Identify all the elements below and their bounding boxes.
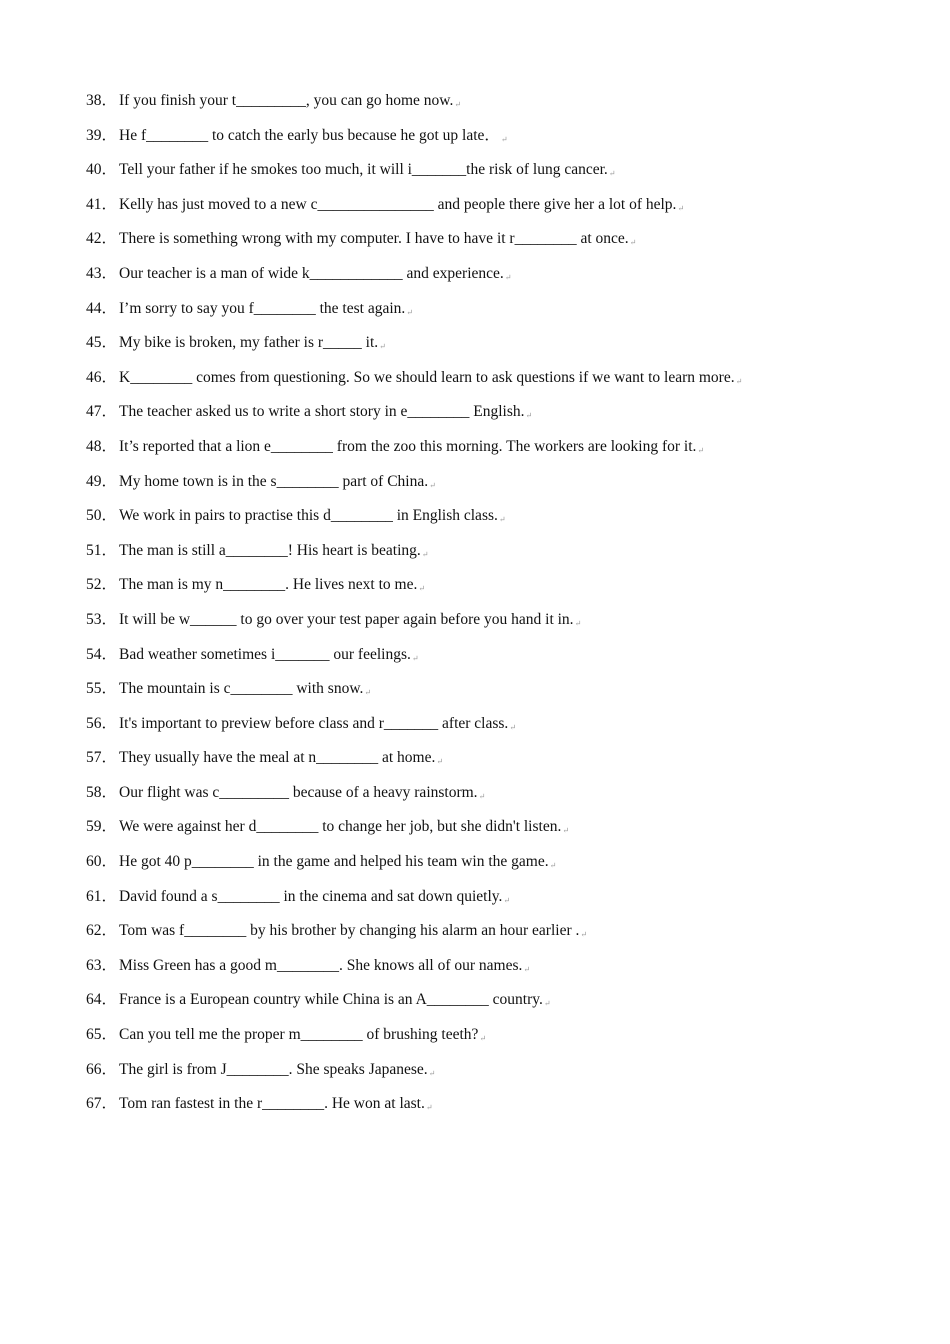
question-text: Can you tell me the proper m________ of brushing teeth? xyxy=(119,1026,479,1044)
paragraph-mark-icon: ↵ xyxy=(364,688,372,698)
question-item xyxy=(86,470,886,505)
paragraph-mark-icon: ↵ xyxy=(580,930,588,940)
paragraph-mark-icon: ↵ xyxy=(429,480,436,490)
question-number: 38． xyxy=(86,92,118,109)
question-item xyxy=(86,158,886,193)
paragraph-mark-icon: ↵ xyxy=(677,203,685,213)
question-number: 59． xyxy=(86,818,118,836)
question-number: 66． xyxy=(86,1060,118,1078)
question-item xyxy=(86,850,886,885)
question-item xyxy=(86,712,886,747)
question-item xyxy=(86,885,886,920)
question-number: 42． xyxy=(86,230,118,248)
question-text: Our flight was c_________ because of a heavy rainstorm. xyxy=(119,783,478,801)
paragraph-mark-icon: ↵ xyxy=(454,100,462,109)
question-item xyxy=(86,504,886,539)
question-number: 40． xyxy=(86,161,118,179)
question-number: 50． xyxy=(86,507,118,525)
question-number: 45． xyxy=(86,334,118,352)
question-item xyxy=(86,919,886,954)
question-text: There is something wrong with my computer. I have to have it r________ at once. xyxy=(119,230,629,248)
paragraph-mark-icon: ↵ xyxy=(543,999,551,1009)
paragraph-mark-icon: ↵ xyxy=(608,169,616,179)
paragraph-mark-icon: ↵ xyxy=(574,618,582,628)
question-item xyxy=(86,89,886,124)
question-number: 64． xyxy=(86,991,118,1009)
question-item xyxy=(86,643,886,678)
question-number: 41． xyxy=(86,195,118,213)
question-text: It’s reported that a lion e________ from the zoo this morning. The workers are looking for it. xyxy=(119,437,697,455)
question-number: 47． xyxy=(86,403,118,421)
paragraph-mark-icon: ↵ xyxy=(697,445,705,455)
question-item xyxy=(86,1058,886,1093)
question-text: It's important to preview before class and r_______ after class. xyxy=(119,714,509,732)
question-text: Miss Green has a good m________. She knows all of our names. xyxy=(119,956,523,974)
question-item xyxy=(86,297,886,332)
question-item xyxy=(86,988,886,1023)
question-item xyxy=(86,1092,886,1127)
question-number: 62． xyxy=(86,922,118,940)
paragraph-mark-icon: ↵ xyxy=(411,653,419,663)
question-text: Bad weather sometimes i_______ our feelings. xyxy=(119,645,411,663)
paragraph-mark-icon: ↵ xyxy=(504,272,512,282)
question-item xyxy=(86,193,886,228)
question-text: David found a s________ in the cinema and sat down quietly. xyxy=(119,887,503,905)
question-number: 44． xyxy=(86,299,118,317)
question-number: 43． xyxy=(86,264,118,282)
paragraph-mark-icon: ↵ xyxy=(498,515,506,525)
paragraph-mark-icon: ↵ xyxy=(425,1103,433,1113)
question-number: 52． xyxy=(86,576,118,594)
question-number: 48． xyxy=(86,437,118,455)
question-text: We work in pairs to practise this d________ in English class. xyxy=(119,507,498,525)
paragraph-mark-icon: ↵ xyxy=(525,411,533,421)
question-text: They usually have the meal at n________ at home. xyxy=(119,749,436,767)
question-text: Kelly has just moved to a new c_______________ and people there give her a lot of help. xyxy=(119,195,677,213)
paragraph-mark-icon: ↵ xyxy=(562,826,570,836)
question-text: The girl is from J________. She speaks Japanese. xyxy=(119,1060,428,1078)
question-number: 51． xyxy=(86,541,118,559)
question-text: It will be w______ to go over your test paper again before you hand it in. xyxy=(119,610,574,628)
question-item xyxy=(86,400,886,435)
question-text: He f________ to catch the early bus because he got up late． xyxy=(119,126,500,144)
paragraph-mark-icon: ↵ xyxy=(379,342,386,352)
question-list xyxy=(86,89,886,1127)
question-item xyxy=(86,1023,886,1058)
question-text: If you finish your t_________, you can go home now. xyxy=(119,92,454,109)
question-text: He got 40 p________ in the game and helped his team win the game. xyxy=(119,853,549,871)
question-item xyxy=(86,608,886,643)
paragraph-mark-icon: ↵ xyxy=(418,584,426,594)
question-text: My home town is in the s________ part of China. xyxy=(119,472,429,490)
question-text: I’m sorry to say you f________ the test again. xyxy=(119,299,406,317)
paragraph-mark-icon: ↵ xyxy=(549,861,557,871)
paragraph-mark-icon: ↵ xyxy=(478,791,486,801)
question-number: 54． xyxy=(86,645,118,663)
question-number: 39． xyxy=(86,126,118,144)
question-item xyxy=(86,366,886,401)
paragraph-mark-icon: ↵ xyxy=(509,722,517,732)
question-number: 61． xyxy=(86,887,118,905)
question-text: Our teacher is a man of wide k____________ and experience. xyxy=(119,264,504,282)
paragraph-mark-icon: ↵ xyxy=(629,238,637,248)
question-text: The man is still a________! His heart is beating. xyxy=(119,541,421,559)
paragraph-mark-icon: ↵ xyxy=(428,1068,436,1078)
question-text: Tom was f________ by his brother by changing his alarm an hour earlier . xyxy=(119,922,580,940)
paragraph-mark-icon: ↵ xyxy=(406,307,413,317)
question-item xyxy=(86,227,886,262)
question-number: 58． xyxy=(86,783,118,801)
question-item xyxy=(86,539,886,574)
paragraph-mark-icon: ↵ xyxy=(436,757,444,767)
paragraph-mark-icon: ↵ xyxy=(500,134,508,144)
question-text: We were against her d________ to change her job, but she didn't listen. xyxy=(119,818,562,836)
paragraph-mark-icon: ↵ xyxy=(735,376,743,386)
paragraph-mark-icon: ↵ xyxy=(421,549,429,559)
question-number: 60． xyxy=(86,853,118,871)
question-item xyxy=(86,677,886,712)
question-text: My bike is broken, my father is r_____ it. xyxy=(119,334,379,352)
question-item xyxy=(86,954,886,989)
question-number: 49． xyxy=(86,472,118,490)
question-text: The teacher asked us to write a short story in e________ English. xyxy=(119,403,525,421)
question-number: 53． xyxy=(86,610,118,628)
question-text: France is a European country while China is an A________ country. xyxy=(119,991,543,1009)
question-number: 63． xyxy=(86,956,118,974)
question-number: 55． xyxy=(86,680,118,698)
paragraph-mark-icon: ↵ xyxy=(479,1034,487,1044)
question-number: 56． xyxy=(86,714,118,732)
question-item xyxy=(86,815,886,850)
question-number: 46． xyxy=(86,368,118,386)
question-item xyxy=(86,331,886,366)
paragraph-mark-icon: ↵ xyxy=(503,895,511,905)
question-text: Tell your father if he smokes too much, it will i_______the risk of lung cancer. xyxy=(119,161,608,179)
question-item xyxy=(86,262,886,297)
question-text: The mountain is c________ with snow. xyxy=(119,680,364,698)
paragraph-mark-icon: ↵ xyxy=(523,964,531,974)
question-text: K________ comes from questioning. So we should learn to ask questions if we want to learn more. xyxy=(119,368,735,386)
question-number: 67． xyxy=(86,1095,118,1113)
question-text: The man is my n________. He lives next to me. xyxy=(119,576,418,594)
question-item xyxy=(86,781,886,816)
question-item xyxy=(86,573,886,608)
question-number: 57． xyxy=(86,749,118,767)
question-number: 65． xyxy=(86,1026,118,1044)
question-text: Tom ran fastest in the r________. He won at last. xyxy=(119,1095,425,1113)
question-item xyxy=(86,124,886,159)
question-item xyxy=(86,746,886,781)
question-item xyxy=(86,435,886,470)
